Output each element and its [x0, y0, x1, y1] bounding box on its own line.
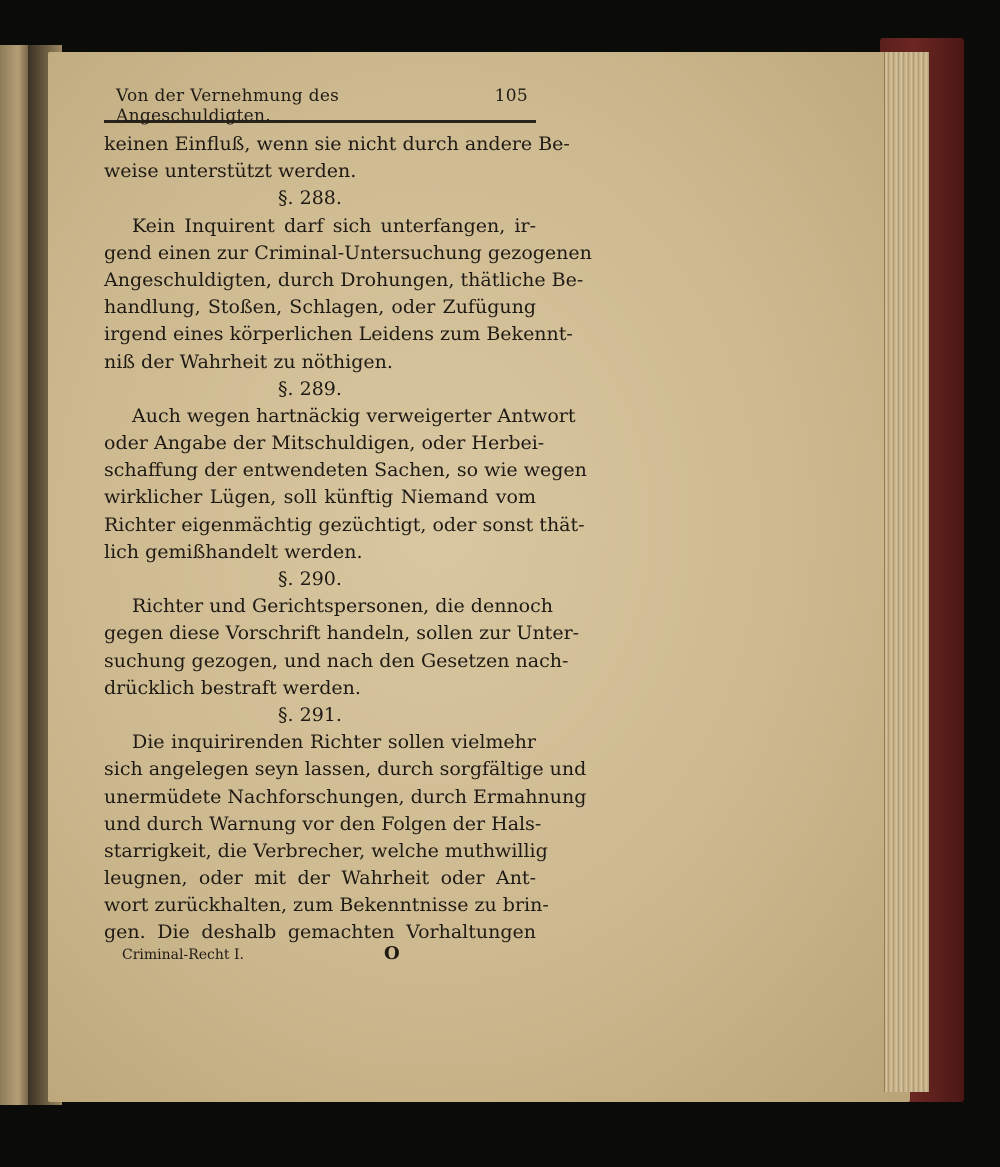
page-number: 105 [494, 86, 528, 106]
text-line: Auch wegen hartnäckig verweigerter Antwort [132, 404, 576, 427]
left-page-edge [0, 45, 30, 1105]
text-block [104, 86, 592, 947]
section-heading: §. 289. [278, 377, 342, 400]
running-head [104, 86, 536, 126]
text-line: niß der Wahrheit zu nöthigen. [104, 350, 393, 373]
section-heading: §. 291. [278, 703, 342, 726]
text-line: Kein Inquirent darf sich unterfangen, ir- [132, 214, 536, 237]
text-line: unermüdete Nachforschungen, durch Ermahnung [104, 785, 587, 808]
text-line: Richter eigenmächtig gezüchtigt, oder sonst thät- [104, 513, 585, 536]
text-line: und durch Warnung vor den Folgen der Hals- [104, 812, 542, 835]
section-heading: §. 290. [278, 568, 342, 590]
text-line: gegen diese Vorschrift handeln, sollen zur Unter- [104, 622, 580, 645]
text-line: lich gemißhandelt werden. [104, 540, 363, 563]
text-line: starrigkeit, die Verbrecher, welche muthwillig [104, 839, 548, 862]
text-line: wort zurückhalten, zum Bekenntnisse zu brin- [104, 894, 549, 917]
footer-norm: Criminal-Recht I. [122, 947, 244, 963]
text-line: suchung gezogen, und nach den Gesetzen nach- [104, 649, 569, 672]
text-line: Angeschuldigten, durch Drohungen, thätliche Be- [104, 268, 584, 291]
text-line: Richter und Gerichtspersonen, die dennoch [132, 595, 553, 618]
text-line: Die inquirirenden Richter sollen vielmehr [132, 731, 536, 754]
body-text [104, 131, 592, 947]
text-line: leugnen, oder mit der Wahrheit oder Ant- [104, 867, 536, 890]
text-line: oder Angabe der Mitschuldigen, oder Herbei- [104, 432, 545, 455]
text-line: wirklicher Lügen, soll künftig Niemand vom [104, 486, 536, 509]
signature-mark: O [383, 943, 400, 964]
text-line: sich angelegen seyn lassen, durch sorgfältige und [104, 758, 587, 781]
text-line: drücklich bestraft werden. [104, 676, 361, 699]
text-line: gend einen zur Criminal-Untersuchung gezogenen [104, 241, 592, 264]
text-line: keinen Einfluß, wenn sie nicht durch andere Be- [104, 133, 570, 155]
section-heading: §. 288. [278, 187, 342, 210]
text-line: gen. Die deshalb gemachten Vorhaltungen [104, 921, 536, 944]
page-stack-edges [884, 52, 929, 1092]
running-head-title: Von der Vernehmung des Angeschuldigten. [116, 86, 340, 126]
text-line: handlung, Stoßen, Schlagen, oder Zufügung [104, 296, 536, 319]
page-footer [122, 943, 422, 964]
text-line: irgend eines körperlichen Leidens zum Bekennt- [104, 323, 573, 346]
text-line: weise unterstützt werden. [104, 160, 357, 183]
text-line: schaffung der entwendeten Sachen, so wie wegen [104, 459, 587, 482]
